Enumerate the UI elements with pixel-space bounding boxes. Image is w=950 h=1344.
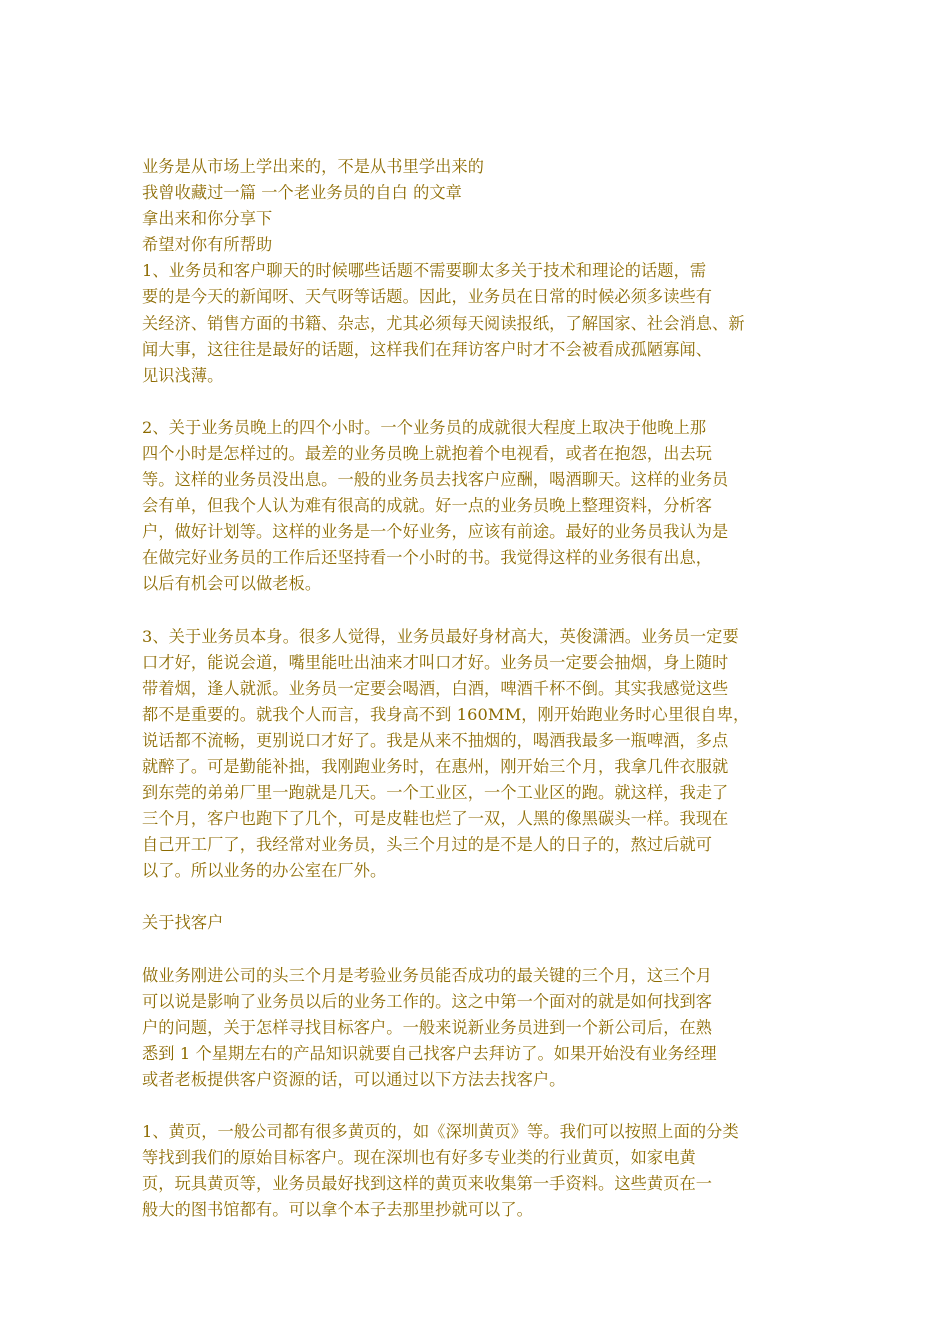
text-line: 三个月，客户也跑下了几个，可是皮鞋也烂了一双，人黑的像黑碳头一样。我现在 bbox=[142, 809, 729, 829]
text-line: 等。这样的业务员没出息。一般的业务员去找客户应酬，喝酒聊天。这样的业务员 bbox=[142, 470, 729, 490]
text-line: 自己开工厂了，我经常对业务员，头三个月过的是不是人的日子的，熬过后就可 bbox=[142, 835, 713, 855]
text-line: 带着烟，逢人就派。业务员一定要会喝酒，白酒，啤酒千杯不倒。其实我感觉这些 bbox=[142, 678, 729, 698]
text-line: 在做完好业务员的工作后还坚持看一个小时的书。我觉得这样的业务很有出息， bbox=[142, 548, 713, 568]
text-line: 做业务刚进公司的头三个月是考验业务员能否成功的最关键的三个月，这三个月 bbox=[142, 965, 713, 985]
paragraph-gap bbox=[142, 598, 814, 624]
text-line: 2、关于业务员晚上的四个小时。一个业务员的成就很大程度上取决于他晚上那 bbox=[142, 417, 707, 437]
intro-block bbox=[142, 154, 814, 258]
text-line: 般大的图书馆都有。可以拿个本子去那里抄就可以了。 bbox=[142, 1200, 533, 1220]
paragraph-gap bbox=[142, 884, 814, 910]
paragraph-topics bbox=[142, 258, 814, 388]
text-line: 就醉了。可是勤能补拙，我刚跑业务时，在惠州，刚开始三个月，我拿几件衣服就 bbox=[142, 756, 729, 776]
text-line: 都不是重要的。就我个人而言，我身高不到 160MM，刚开始跑业务时心里很自卑， bbox=[142, 704, 750, 724]
intro-line: 拿出来和你分享下 bbox=[142, 209, 273, 229]
text-line: 要的是今天的新闻呀、天气呀等话题。因此，业务员在日常的时候必须多读些有 bbox=[142, 287, 713, 307]
paragraph-yellow-pages bbox=[142, 1119, 814, 1223]
text-line: 以后有机会可以做老板。 bbox=[142, 574, 322, 594]
text-line: 四个小时是怎样过的。最差的业务员晚上就抱着个电视看，或者在抱怨，出去玩 bbox=[142, 443, 713, 463]
text-line: 口才好，能说会道，嘴里能吐出油来才叫口才好。业务员一定要会抽烟，身上随时 bbox=[142, 652, 729, 672]
text-line: 说话都不流畅，更别说口才好了。我是从来不抽烟的，喝酒我最多一瓶啤酒，多点 bbox=[142, 730, 729, 750]
text-line: 1、黄页，一般公司都有很多黄页的，如《深圳黄页》等。我们可以按照上面的分类 bbox=[142, 1122, 739, 1141]
text-line: 可以说是影响了业务员以后的业务工作的。这之中第一个面对的就是如何找到客 bbox=[142, 991, 713, 1011]
text-line: 以了。所以业务的办公室在厂外。 bbox=[142, 861, 387, 881]
text-line: 或者老板提供客户资源的话，可以通过以下方法去找客户。 bbox=[142, 1069, 566, 1089]
heading-line: 关于找客户 bbox=[142, 913, 224, 933]
section-heading bbox=[142, 910, 814, 936]
text-line: 闻大事，这往往是最好的话题，这样我们在拜访客户时才不会被看成孤陋寡闻、 bbox=[142, 339, 713, 359]
document-body bbox=[142, 154, 814, 1223]
text-line: 关经济、销售方面的书籍、杂志，尤其必须每天阅读报纸，了解国家、社会消息、新 bbox=[142, 313, 745, 333]
paragraph-gap bbox=[142, 1093, 814, 1119]
intro-line: 希望对你有所帮助 bbox=[142, 235, 273, 255]
text-line: 悉到 1 个星期左右的产品知识就要自己找客户去拜访了。如果开始没有业务经理 bbox=[142, 1043, 717, 1063]
text-line: 到东莞的弟弟厂里一跑就是几天。一个工业区，一个工业区的跑。就这样，我走了 bbox=[142, 783, 729, 803]
text-line: 会有单，但我个人认为难有很高的成就。好一点的业务员晚上整理资料，分析客 bbox=[142, 496, 713, 516]
paragraph-salesperson bbox=[142, 624, 814, 885]
paragraph-finding-customers bbox=[142, 963, 814, 1093]
text-line: 页，玩具黄页等，业务员最好找到这样的黄页来收集第一手资料。这些黄页在一 bbox=[142, 1174, 713, 1194]
text-line: 户的问题，关于怎样寻找目标客户。一般来说新业务员进到一个新公司后，在熟 bbox=[142, 1017, 713, 1037]
intro-line: 业务是从市场上学出来的，不是从书里学出来的 bbox=[142, 157, 485, 176]
text-line: 见识浅薄。 bbox=[142, 365, 224, 385]
intro-line: 我曾收藏过一篇 一个老业务员的自白 的文章 bbox=[142, 183, 462, 203]
paragraph-gap bbox=[142, 937, 814, 963]
text-line: 户，做好计划等。这样的业务是一个好业务，应该有前途。最好的业务员我认为是 bbox=[142, 522, 729, 542]
text-line: 1、业务员和客户聊天的时候哪些话题不需要聊太多关于技术和理论的话题，需 bbox=[142, 261, 707, 281]
paragraph-gap bbox=[142, 389, 814, 415]
text-line: 3、关于业务员本身。很多人觉得，业务员最好身材高大，英俊潇洒。业务员一定要 bbox=[142, 626, 739, 646]
paragraph-evening-hours bbox=[142, 415, 814, 598]
text-line: 等找到我们的原始目标客户。现在深圳也有好多专业类的行业黄页，如家电黄 bbox=[142, 1148, 696, 1168]
